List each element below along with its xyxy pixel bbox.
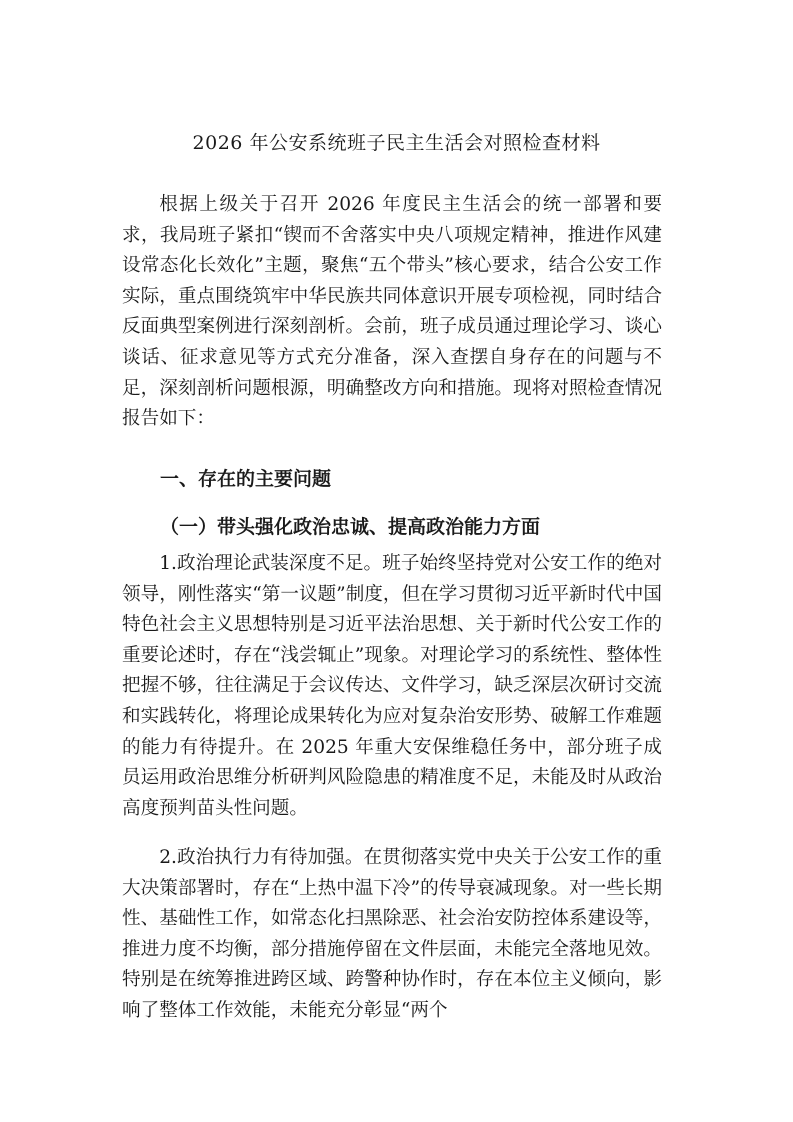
problem-item-2: 2.政治执行力有待加强。在贯彻落实党中央关于公安工作的重大决策部署时，存在“上热中温下冷”的传导衰减现象。对一些长期性、基础性工作，如常态化扫黑除恶、社会治安防控体系建设等，推进力度不均衡，部分措施停留在文件层面，未能完全落地见效。特别是在统筹推进跨区域、跨警种协作时，存在本位主义倾向，影响了整体工作效能，未能充分彰显“两个: [122, 847, 662, 1021]
section-heading: 一、存在的主要问题: [160, 468, 332, 490]
document-title: 2026 年公安系统班子民主生活会对照检查材料: [192, 132, 601, 154]
subsection-heading: （一）带头强化政治忠诚、提高政治能力方面: [160, 516, 541, 538]
problem-item-1: 1.政治理论武装深度不足。班子始终坚持党对公安工作的绝对领导，刚性落实“第一议题”制度，但在学习贯彻习近平新时代中国特色社会主义思想特别是习近平法治思想、关于新时代公安工作的重要论述时，存在“浅尝辄止”现象。对理论学习的系统性、整体性把握不够，往往满足于会议传达、文件学习，缺乏深层次研讨交流和实践转化，将理论成果转化为应对复杂治安形势、破解工作难题的能力有待提升。在 2025 年重大安保维稳任务中，部分班子成员运用政治思维分析研判风险隐患的精准度不足，未能及时从政治高度预判苗头性问题。: [122, 553, 662, 819]
intro-paragraph: 根据上级关于召开 2026 年度民主生活会的统一部署和要求，我局班子紧扣“锲而不舍落实中央八项规定精神，推进作风建设常态化长效化”主题，聚焦“五个带头”核心要求，结合公安工作实际，重点围绕筑牢中华民族共同体意识开展专项检视，同时结合反面典型案例进行深刻剖析。会前，班子成员通过理论学习、谈心谈话、征求意见等方式充分准备，深入查摆自身存在的问题与不足，深刻剖析问题根源，明确整改方向和措施。现将对照检查情况报告如下：: [122, 194, 662, 430]
